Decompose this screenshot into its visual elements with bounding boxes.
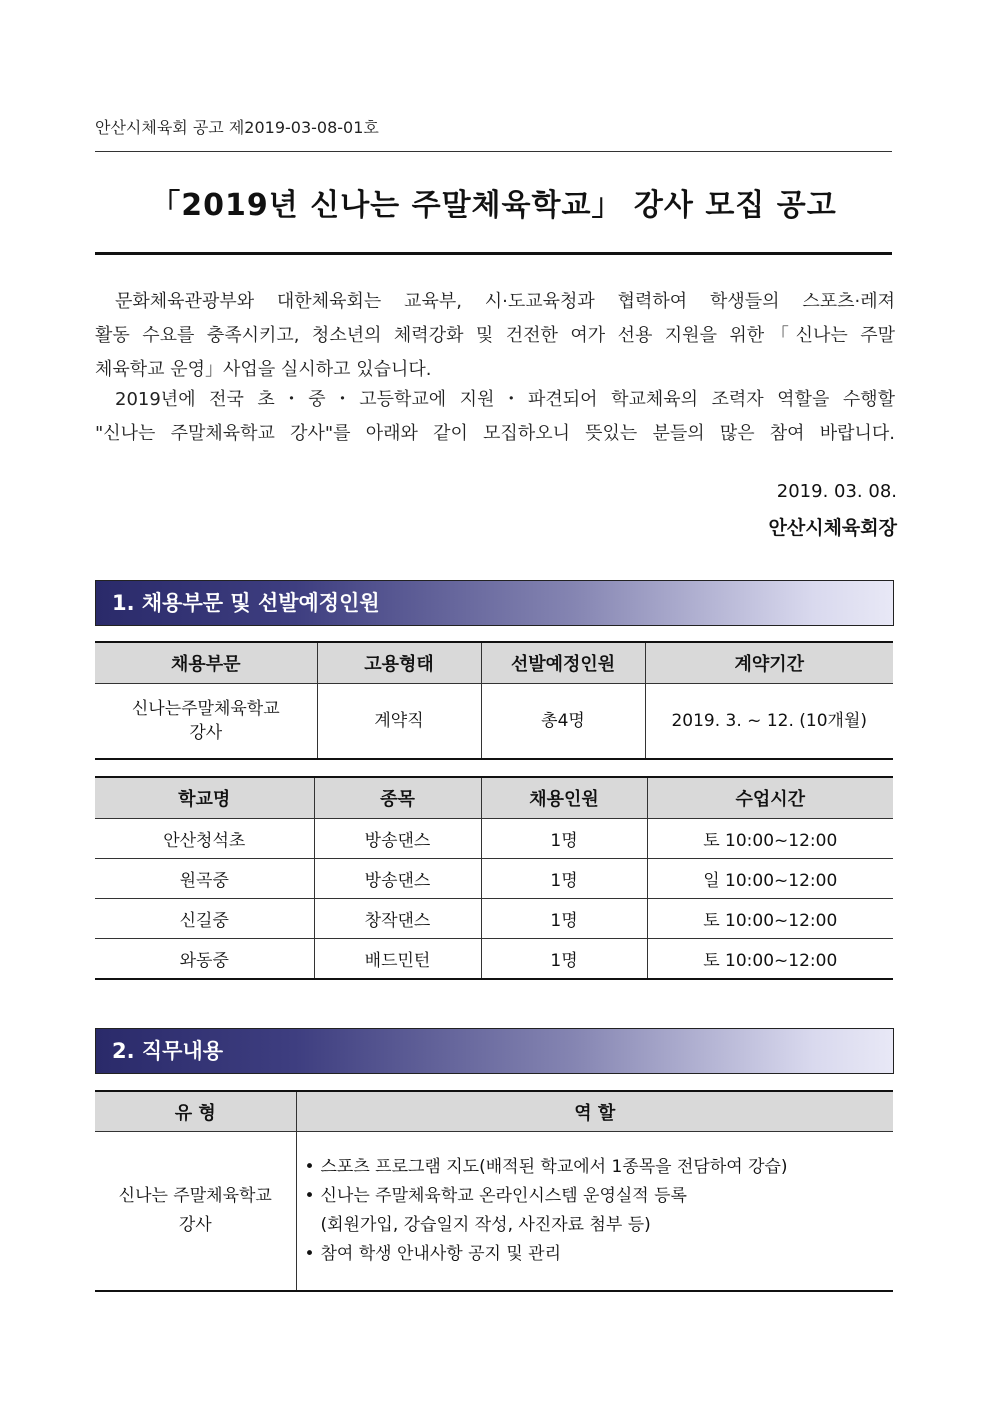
bullet: •: [304, 1186, 315, 1206]
column-header: 수업시간: [647, 777, 893, 819]
sport-cell: 방송댄스: [314, 819, 481, 859]
bullet: •: [304, 1244, 315, 1264]
school-table: [95, 776, 893, 980]
intro-p1-line-2: 활동 수요를 충족시키고, 청소년의 체력강화 및 건전한 여가 선용 지원을 위한「신나는 주말: [95, 325, 895, 346]
section-2-heading: 2. 직무내용: [95, 1028, 894, 1074]
table-header-row: [95, 1091, 893, 1132]
page-title: 「2019년 신나는 주말체육학교」 강사 모집 공고: [150, 188, 837, 223]
recruit-field-line-1: 신나는주말체육학교: [131, 699, 280, 719]
intro-p2-line-2: "신나는 주말체육학교 강사"를 아래와 같이 모집하오니 뜻있는 분들의 많은 참여 바랍니다.: [95, 423, 895, 444]
sport-cell: 방송댄스: [314, 859, 481, 899]
section-1-heading: 1. 채용부문 및 선발예정인원: [95, 580, 894, 626]
role-text: 신나는 주말체육학교 온라인시스템 운영실적 등록: [320, 1186, 687, 1206]
duty-roles-cell: [296, 1132, 893, 1292]
intro-p2-line-1: 2019년에 전국 초・중・고등학교에 지원・파견되어 학교체육의 조력자 역할을 수행할: [115, 389, 895, 410]
sport-cell: 창작댄스: [314, 899, 481, 939]
column-header: 종목: [314, 777, 481, 819]
duty-type-cell: [95, 1132, 296, 1292]
role-item: [305, 1153, 894, 1182]
recruitment-table: [95, 641, 893, 760]
hire-count-cell: 1명: [481, 859, 647, 899]
role-item: [305, 1182, 894, 1211]
notice-number: 안산시체육회 공고 제2019-03-08-01호: [95, 118, 379, 137]
column-header: 채용인원: [481, 777, 647, 819]
bullet: •: [304, 1157, 315, 1177]
hire-count-cell: 1명: [481, 819, 647, 859]
table-row: [95, 684, 893, 760]
table-row: [95, 899, 893, 939]
table-row: [95, 859, 893, 899]
table-header-row: [95, 642, 893, 684]
role-text: 참여 학생 안내사항 공지 및 관리: [320, 1244, 562, 1264]
school-name-cell: 신길중: [95, 899, 314, 939]
table-row: [95, 939, 893, 980]
contract-period-cell: 2019. 3. ~ 12. (10개월): [645, 684, 893, 760]
school-name-cell: 안산청석초: [95, 819, 314, 859]
sport-cell: 배드민턴: [314, 939, 481, 980]
recruit-field-line-2: 강사: [189, 723, 223, 743]
employment-type-cell: 계약직: [317, 684, 481, 760]
table-header-row: [95, 777, 893, 819]
duty-type-line-2: 강사: [178, 1215, 212, 1235]
hire-count-cell: 1명: [481, 899, 647, 939]
hire-count-cell: 1명: [481, 939, 647, 980]
signer-name: 안산시체육회장: [768, 517, 897, 539]
intro-paragraph-1: [95, 285, 895, 387]
notice-date: 2019. 03. 08.: [776, 481, 897, 502]
column-header: 채용부문: [95, 642, 317, 684]
column-header: 계약기간: [645, 642, 893, 684]
column-header: 역 할: [296, 1091, 893, 1132]
role-text: 스포츠 프로그램 지도(배적된 학교에서 1종목을 전담하여 강습): [320, 1157, 788, 1177]
class-time-cell: 토 10:00~12:00: [647, 939, 893, 980]
recruit-count-cell: 총4명: [481, 684, 645, 760]
role-item: [305, 1240, 894, 1269]
class-time-cell: 토 10:00~12:00: [647, 819, 893, 859]
table-row: [95, 819, 893, 859]
school-name-cell: 와동중: [95, 939, 314, 980]
column-header: 고용형태: [317, 642, 481, 684]
school-name-cell: 원곡중: [95, 859, 314, 899]
intro-p1-line-3: 체육학교 운영」사업을 실시하고 있습니다.: [95, 359, 432, 380]
intro-paragraph-2: [95, 383, 895, 451]
class-time-cell: 토 10:00~12:00: [647, 899, 893, 939]
title-divider: [95, 252, 892, 255]
role-item-detail: (회원가입, 강습일지 작성, 사진자료 첨부 등): [320, 1215, 651, 1235]
duty-type-line-1: 신나는 주말체육학교: [118, 1186, 272, 1206]
class-time-cell: 일 10:00~12:00: [647, 859, 893, 899]
column-header: 학교명: [95, 777, 314, 819]
column-header: 선발예정인원: [481, 642, 645, 684]
column-header: 유 형: [95, 1091, 296, 1132]
intro-p1-line-1: 문화체육관광부와 대한체육회는 교육부, 시·도교육청과 협력하여 학생들의 스포츠·레져: [115, 291, 895, 312]
table-row: [95, 1132, 893, 1292]
recruit-field-cell: [95, 684, 317, 760]
duty-table: [95, 1090, 893, 1292]
header-divider: [95, 151, 892, 152]
